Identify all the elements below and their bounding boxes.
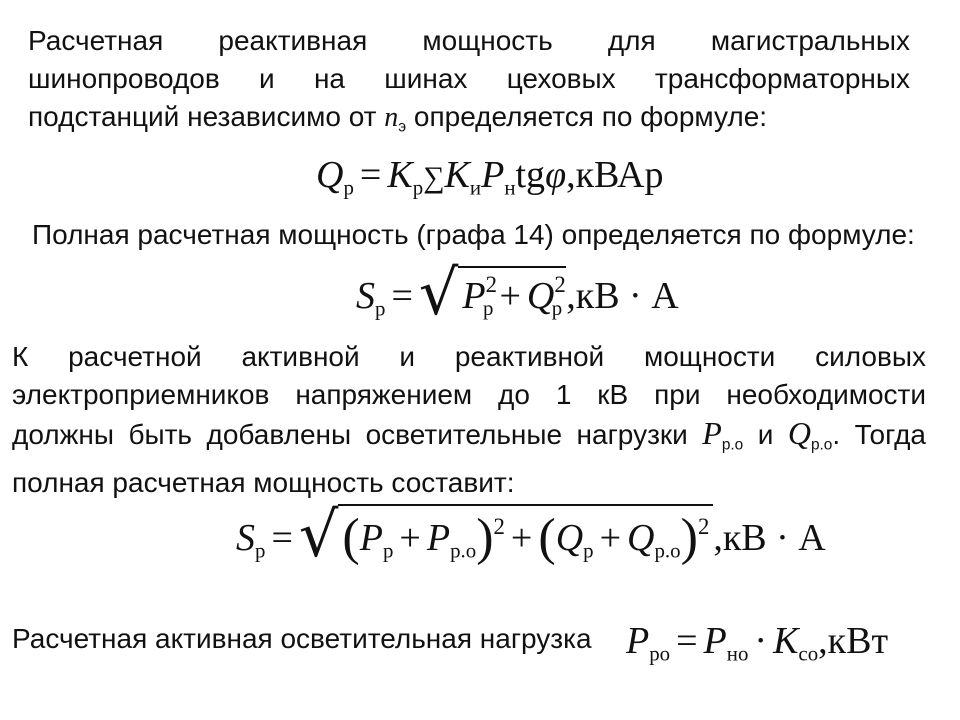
paragraph-3-line-2: электроприемников напряжением до 1 кВ при необходимости (12, 379, 926, 410)
paragraph-4: Расчетная активная осветительная нагрузка (12, 623, 592, 654)
paragraph-2: Полная расчетная мощность (графа 14) определяется по формуле: (32, 219, 915, 250)
formula-apparent-power: $S_р$ =√ $P^2_р + Q^2_р$ ,кВ · А (356, 256, 679, 329)
paragraph-3-line-1: К расчетной активной и реактивной мощности силовых (12, 341, 926, 372)
paragraph-1 (28, 22, 910, 146)
formula-total-apparent-power: $S_р =√(P_р + P_{р.о})^2 + (Q_р + Q_{р.о})^2$ ,кВ · А (236, 498, 826, 571)
paragraph-3-line-4: полная расчетная мощность составит: (12, 467, 515, 499)
paragraph-1-line-1: Расчетная реактивная мощность для магистральных (28, 25, 910, 56)
paragraph-1-line-2: шинопроводов и на шинах цеховых трансформаторных (28, 63, 910, 94)
formula-lighting-load: $P_{ро} = P_{но} \cdot K_{со},кВт$ (626, 620, 889, 666)
paragraph-3 (12, 338, 926, 502)
paragraph-1-line-3: подстанций независимо от $n_э$ определяется по формуле: (28, 101, 768, 136)
paragraph-3-line-3: должны быть добавлены осветительные нагрузки $P_{р.о}$ и $Q_{р.о}$. Тогда (12, 415, 926, 454)
formula-reactive-power: $Q_р$ = $K_р\sum K_иP_нtg\varphi,кВАр$ (316, 154, 664, 200)
